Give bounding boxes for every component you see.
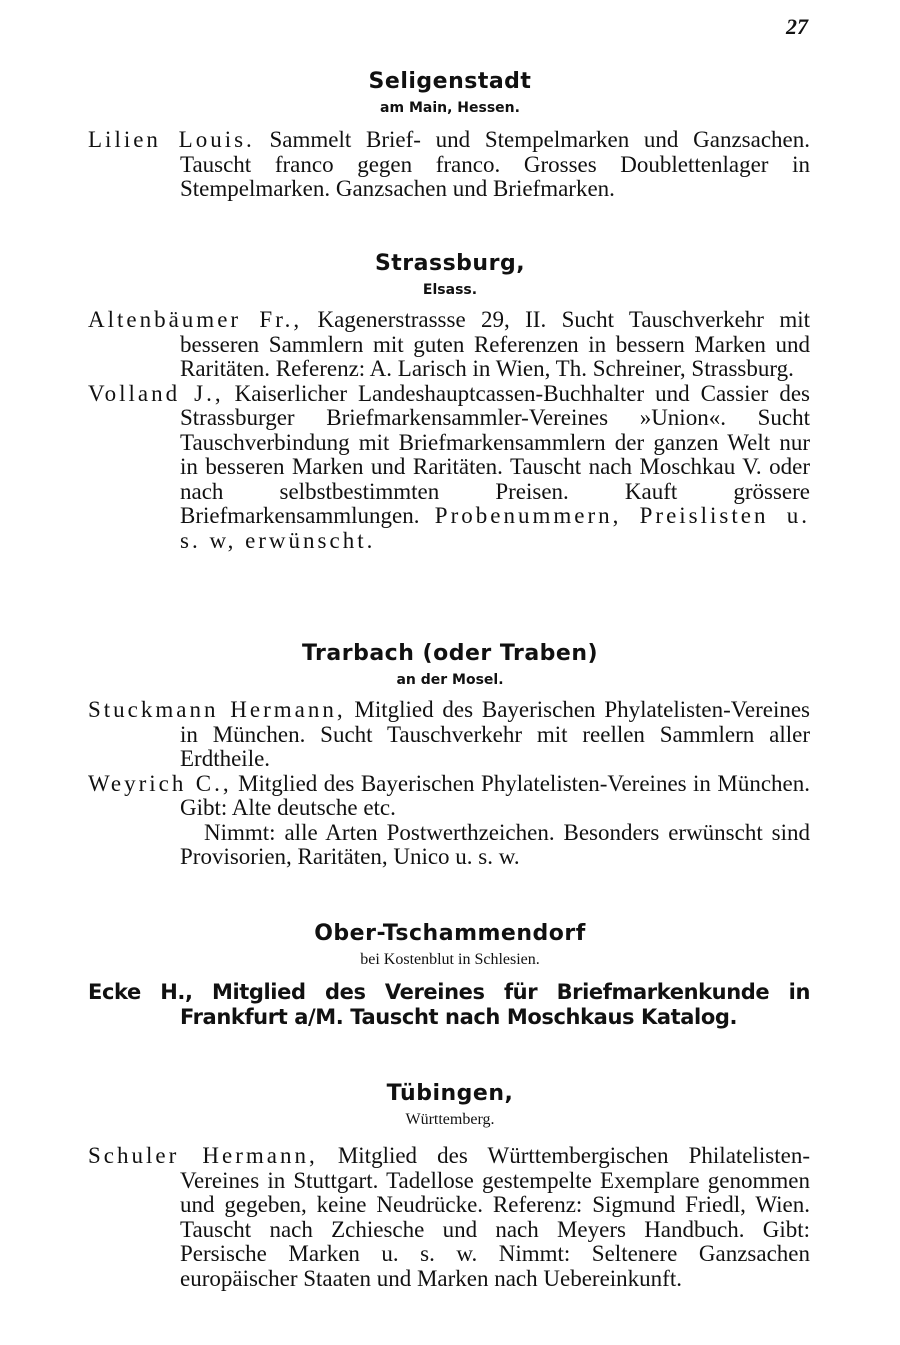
entry-text: Mitglied des Bayerischen Phylatelisten-Vereines in München. Sucht Tauschverkehr mit reellen Sammlern aller Erdtheile. [180, 697, 810, 771]
place-heading: Trarbach (oder Traben) [301, 641, 599, 666]
place-subheading: Württemberg. [405, 1111, 495, 1128]
section-ober-tschammendorf [0, 920, 900, 1030]
entry-name: Altenbäumer Fr., [88, 307, 303, 332]
place-subheading: bei Kostenblut in Schlesien. [360, 951, 540, 968]
directory-entry [88, 697, 810, 772]
entry-name: Ecke H., [88, 980, 193, 1004]
section-trarbach [0, 640, 900, 870]
entry-text: Mitglied des Vereines für Briefmarkenkunde in Frankfurt a/M. Tauscht nach Moschkaus Katalog. [180, 980, 810, 1029]
entry-name: Volland J., [88, 380, 224, 406]
place-heading: Ober-Tschammendorf [314, 921, 586, 946]
section-tuebingen [0, 1080, 900, 1291]
page-number: 27 [786, 14, 808, 39]
section-strassburg [0, 250, 900, 553]
directory-entry [88, 1143, 810, 1291]
directory-entry [88, 980, 810, 1030]
place-subheading: an der Mosel. [396, 672, 504, 688]
section-seligenstadt [0, 68, 900, 202]
entry-name: Weyrich C., [88, 770, 232, 796]
entry-continuation: Nimmt: alle Arten Postwerthzeichen. Besonders erwünscht sind Provisorien, Raritäten, Unico u. s. w. [180, 819, 810, 869]
entry-name: Schuler Hermann, [88, 1143, 318, 1168]
directory-entry [88, 770, 810, 821]
place-heading: Seligenstadt [368, 69, 532, 94]
entry-text: Mitglied des Bayerischen Phylatelisten-Vereines in München. Gibt: Alte deutsche etc. [180, 770, 810, 820]
entry-text: Sammelt Brief- und Stempelmarken und Ganzsachen. Tauscht franco gegen franco. Grosses Doublettenlager in Stempelmarken. Ganzsachen und Briefmarken. [180, 127, 810, 201]
place-heading: Tübingen, [386, 1081, 514, 1106]
directory-entry [88, 307, 810, 382]
place-subheading: Elsass. [422, 282, 478, 298]
place-subheading: am Main, Hessen. [380, 100, 520, 116]
entry-name: Stuckmann Hermann, [88, 697, 346, 722]
place-heading: Strassburg, [374, 251, 526, 276]
entry-name: Lilien Louis. [88, 127, 255, 152]
directory-entry [88, 380, 810, 554]
directory-entry [88, 127, 810, 202]
entry-text: Mitglied des Württembergischen Philatelisten-Vereines in Stuttgart. Tadellose gestempelte Exemplare genommen und gegeben, keine Neudrücke. Referenz: Sigmund Friedl, Wien. Tauscht nach Zchiesche und nach Meyers Handbuch. Gibt: Persische Marken u. s. w. Nimmt: Seltenere Ganzsachen europäischer Staaten und Marken nach Uebereinkunft. [180, 1143, 810, 1291]
entry-text: Kagenerstrassse 29, II. Sucht Tauschverkehr mit besseren Sammlern mit guten Referenzen in bessern Marken und Raritäten. Referenz: A. Larisch in Wien, Th. Schreiner, Strassburg. [180, 307, 810, 381]
entry-text: Kaiserlicher Landeshauptcassen-Buchhalter und Cassier des Strassburger Briefmarkensammler-Vereines »Union«. Sucht Tauschverbindung mit Briefmarkensammlern der ganzen Welt nur in besseren Marken und Raritäten. Tauscht nach Moschkau V. oder nach selbstbestimmten Preisen. Kauft grössere Briefmarkensammlungen. [180, 380, 810, 528]
entry-spaced-text: Probenummern, Preislisten u. s. w, erwünscht. [180, 503, 810, 553]
